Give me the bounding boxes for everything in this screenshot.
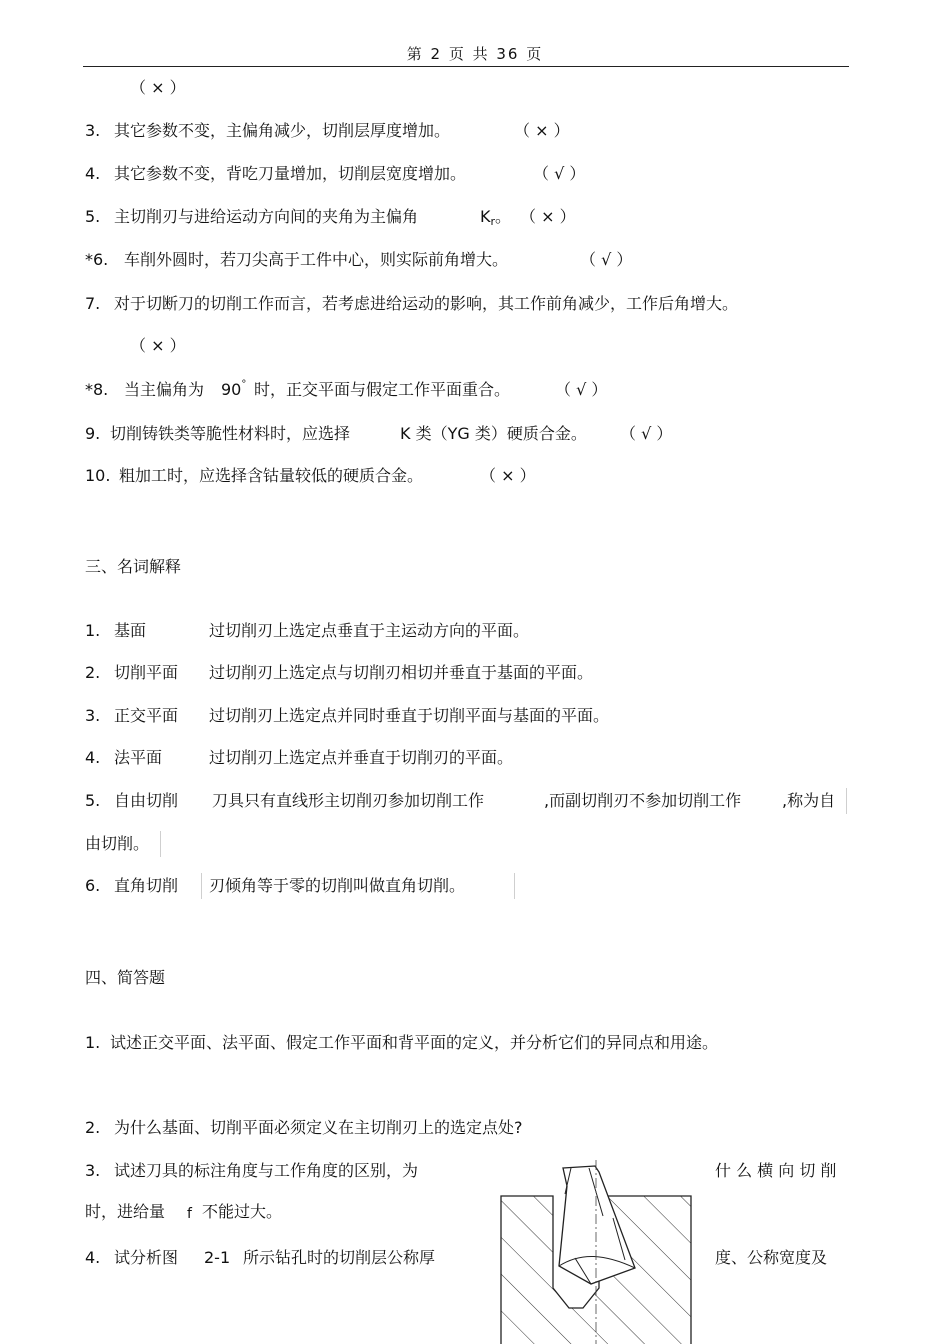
symbol-kr: Kr。 (480, 207, 512, 228)
question-number: 4. (85, 1248, 101, 1267)
term-definition: 过切削刃上选定点与切削刃相切并垂直于基面的平面。 (209, 663, 594, 682)
feed-symbol: f (187, 1206, 192, 1222)
term-definition: 过切削刃上选定点并同时垂直于切削平面与基面的平面。 (209, 706, 610, 725)
answer-mark: （ × ） (130, 78, 186, 97)
answer-mark: （ √ ） (533, 164, 586, 183)
question-text: 其它参数不变，背吃刀量增加，切削层宽度增加。 (114, 164, 467, 183)
section-heading: 四、简答题 (85, 968, 166, 987)
answer-mark: （ × ） (130, 336, 186, 355)
question-number: 3. (85, 1161, 101, 1180)
term-definition: 由切削。 (85, 834, 150, 853)
angle-value: 90° (221, 379, 247, 399)
question-number: 1. (85, 1033, 101, 1052)
question-text: 时，进给量 (85, 1202, 166, 1221)
question-text: K 类（YG 类）硬质合金。 (400, 424, 587, 443)
term-number: 2. (85, 663, 101, 682)
question-number: 5. (85, 207, 101, 226)
term-number: 4. (85, 748, 101, 767)
term-name: 直角切削 (114, 876, 179, 895)
question-text: 对于切断刀的切削工作而言，若考虑进给运动的影响，其工作前角减少，工作后角增大。 (114, 294, 739, 313)
term-definition: ,称为自 (782, 791, 836, 810)
figure-ref: 2-1 (204, 1248, 231, 1267)
page-header: 第 2 页 共 36 页 (406, 45, 544, 63)
question-number: *8. (85, 380, 109, 399)
term-number: 3. (85, 706, 101, 725)
question-text: 主切削刃与进给运动方向间的夹角为主偏角 (114, 207, 419, 226)
table-border (514, 873, 515, 899)
term-name: 切削平面 (114, 663, 179, 682)
question-text: 试分析图 (114, 1248, 179, 1267)
question-number: 10. (85, 466, 111, 485)
term-definition: 刃倾角等于零的切削叫做直角切削。 (209, 876, 466, 895)
answer-mark: （ × ） (520, 207, 576, 226)
term-number: 5. (85, 791, 101, 810)
question-text: 所示钻孔时的切削层公称厚 (243, 1248, 436, 1267)
table-border (201, 873, 202, 899)
question-text: 不能过大。 (202, 1202, 283, 1221)
answer-mark: （ √ ） (555, 380, 608, 399)
question-text: 什 么 横 向 切 削 (715, 1161, 837, 1180)
term-number: 6. (85, 876, 101, 895)
answer-mark: （ × ） (480, 466, 536, 485)
question-text: 粗加工时，应选择含钴量较低的硬质合金。 (119, 466, 424, 485)
question-number: 4. (85, 164, 101, 183)
term-definition: 过切削刃上选定点并垂直于切削刃的平面。 (209, 748, 514, 767)
term-definition: 过切削刃上选定点垂直于主运动方向的平面。 (209, 621, 530, 640)
question-number: 3. (85, 121, 101, 140)
question-number: 9. (85, 424, 101, 443)
question-text: 切削铸铁类等脆性材料时，应选择 (110, 424, 351, 443)
table-border (160, 831, 161, 857)
term-name: 正交平面 (114, 706, 179, 725)
question-number: 7. (85, 294, 101, 313)
term-number: 1. (85, 621, 101, 640)
question-number: 2. (85, 1118, 101, 1137)
question-text: 试述正交平面、法平面、假定工作平面和背平面的定义，并分析它们的异同点和用途。 (110, 1033, 719, 1052)
section-heading: 三、名词解释 (85, 557, 182, 576)
term-definition: ,而副切削刃不参加切削工作 (544, 791, 742, 810)
drilling-diagram (495, 1158, 695, 1344)
answer-mark: （ √ ） (620, 424, 673, 443)
question-text: 车削外圆时，若刀尖高于工件中心，则实际前角增大。 (124, 250, 509, 269)
table-border (846, 788, 847, 814)
term-name: 自由切削 (114, 791, 179, 810)
question-number: *6. (85, 250, 109, 269)
question-text: 当主偏角为 (124, 380, 205, 399)
question-text: 为什么基面、切削平面必须定义在主切削刃上的选定点处? (114, 1118, 523, 1137)
question-text: 试述刀具的标注角度与工作角度的区别，为 (114, 1161, 419, 1180)
term-name: 基面 (114, 621, 147, 640)
term-name: 法平面 (114, 748, 163, 767)
answer-mark: （ × ） (514, 121, 570, 140)
header-rule (83, 66, 849, 67)
question-text: 时，正交平面与假定工作平面重合。 (254, 380, 511, 399)
question-text: 其它参数不变，主偏角减少，切削层厚度增加。 (114, 121, 451, 140)
term-definition: 刀具只有直线形主切削刃参加切削工作 (212, 791, 485, 810)
answer-mark: （ √ ） (580, 250, 633, 269)
question-text: 度、公称宽度及 (715, 1248, 828, 1267)
